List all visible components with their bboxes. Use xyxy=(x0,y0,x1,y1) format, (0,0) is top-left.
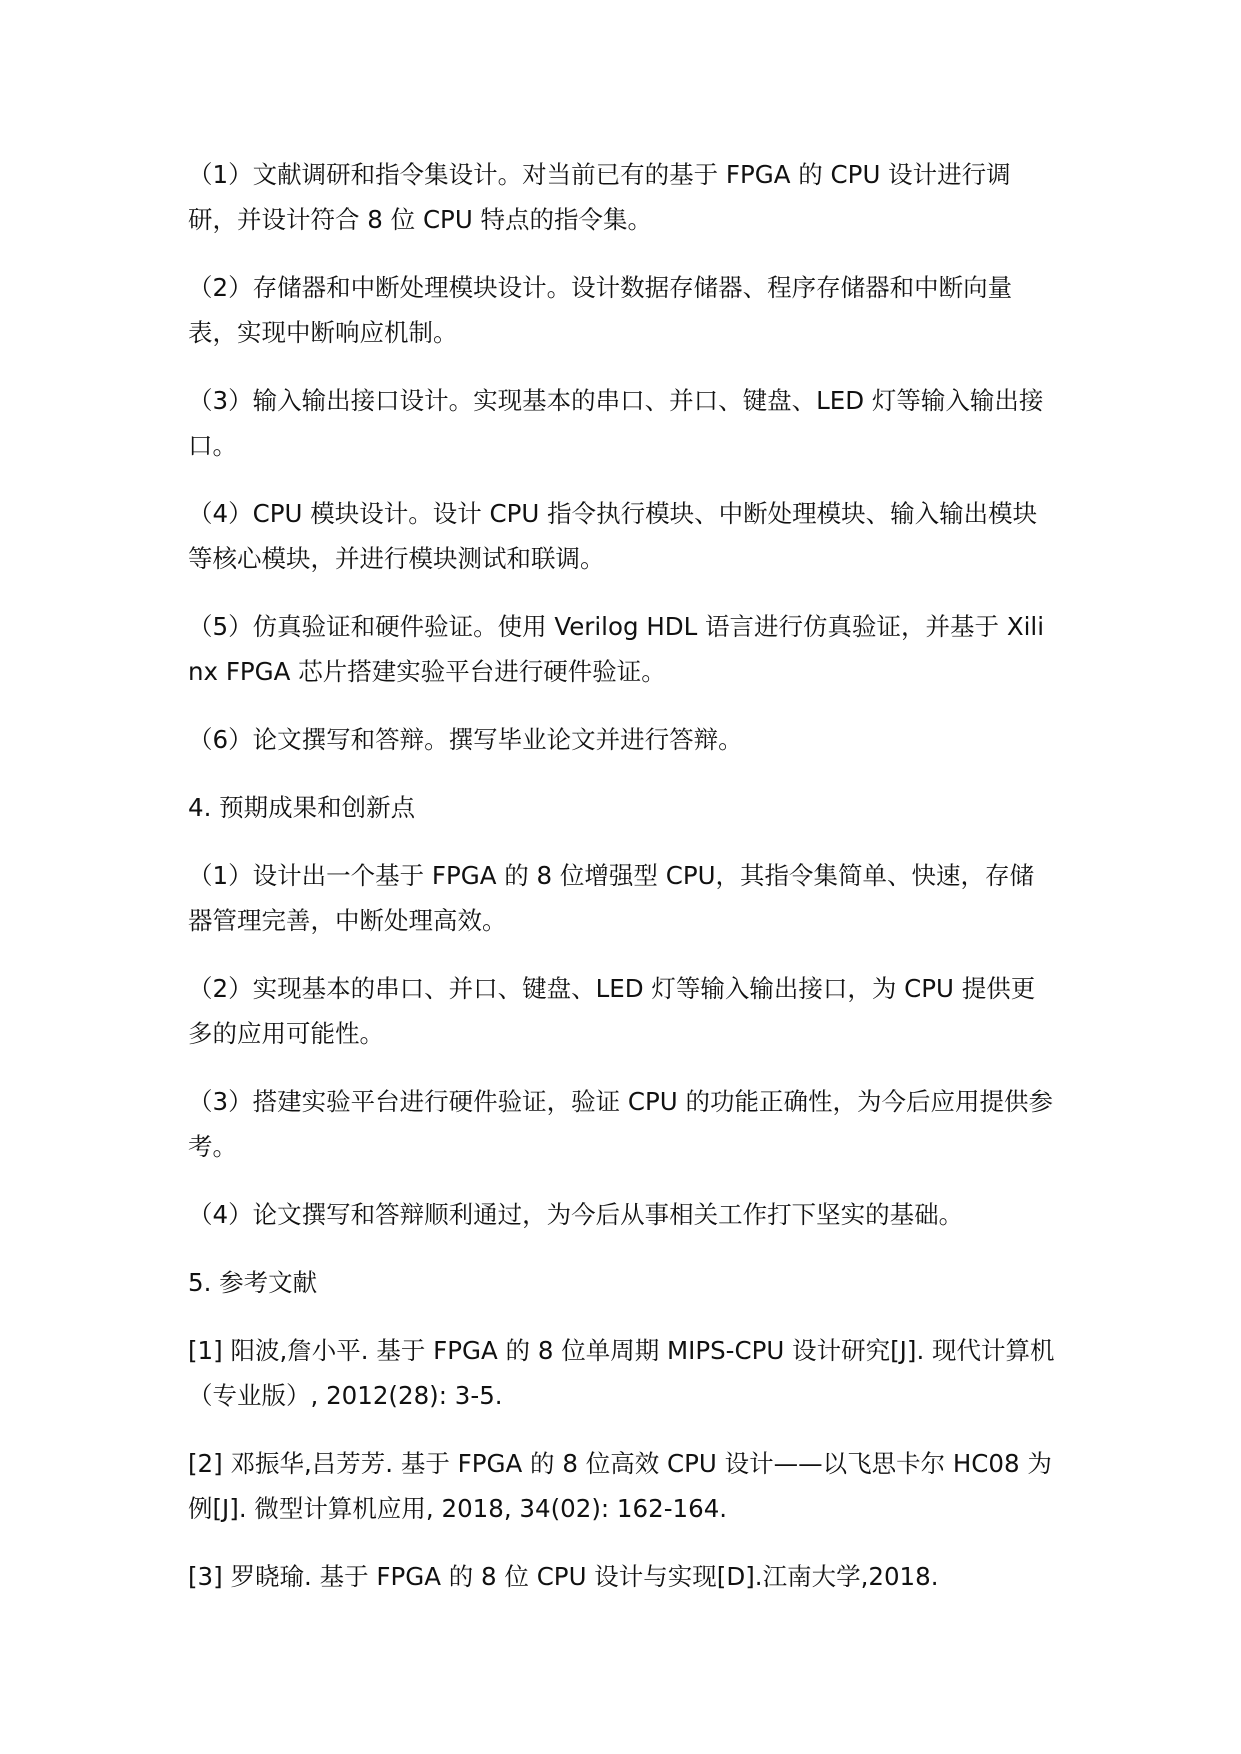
section-heading-expected-results: 4. 预期成果和创新点 xyxy=(188,793,416,822)
result-item-1: （1）设计出一个基于 FPGA 的 8 位增强型 CPU，其指令集简单、快速，存储器管理完善，中断处理高效。 xyxy=(188,861,1035,935)
document-body xyxy=(188,152,1058,1622)
result-item-3: （3）搭建实验平台进行硬件验证，验证 CPU 的功能正确性，为今后应用提供参考。 xyxy=(188,1087,1053,1161)
reference-item-1: [1] 阳波,詹小平. 基于 FPGA 的 8 位单周期 MIPS-CPU 设计研究[J]. 现代计算机（专业版）, 2012(28): 3-5. xyxy=(188,1336,1055,1410)
section-heading-references: 5. 参考文献 xyxy=(188,1268,318,1297)
task-item-6: （6）论文撰写和答辩。撰写毕业论文并进行答辩。 xyxy=(188,725,743,754)
task-item-2: （2）存储器和中断处理模块设计。设计数据存储器、程序存储器和中断向量表，实现中断响应机制。 xyxy=(188,273,1013,347)
result-item-2: （2）实现基本的串口、并口、键盘、LED 灯等输入输出接口，为 CPU 提供更多的应用可能性。 xyxy=(188,974,1036,1048)
task-item-4: （4）CPU 模块设计。设计 CPU 指令执行模块、中断处理模块、输入输出模块等核心模块，并进行模块测试和联调。 xyxy=(188,499,1038,573)
reference-item-3: [3] 罗晓瑜. 基于 FPGA 的 8 位 CPU 设计与实现[D].江南大学,2018. xyxy=(188,1562,939,1591)
task-item-1: （1）文献调研和指令集设计。对当前已有的基于 FPGA 的 CPU 设计进行调研，并设计符合 8 位 CPU 特点的指令集。 xyxy=(188,160,1011,234)
task-item-5: （5）仿真验证和硬件验证。使用 Verilog HDL 语言进行仿真验证，并基于 Xilinx FPGA 芯片搭建实验平台进行硬件验证。 xyxy=(188,612,1045,686)
reference-item-2: [2] 邓振华,吕芳芳. 基于 FPGA 的 8 位高效 CPU 设计——以飞思卡尔 HC08 为例[J]. 微型计算机应用, 2018, 34(02): 162-164. xyxy=(188,1449,1052,1523)
task-item-3: （3）输入输出接口设计。实现基本的串口、并口、键盘、LED 灯等输入输出接口。 xyxy=(188,386,1044,460)
result-item-4: （4）论文撰写和答辩顺利通过，为今后从事相关工作打下坚实的基础。 xyxy=(188,1200,964,1229)
